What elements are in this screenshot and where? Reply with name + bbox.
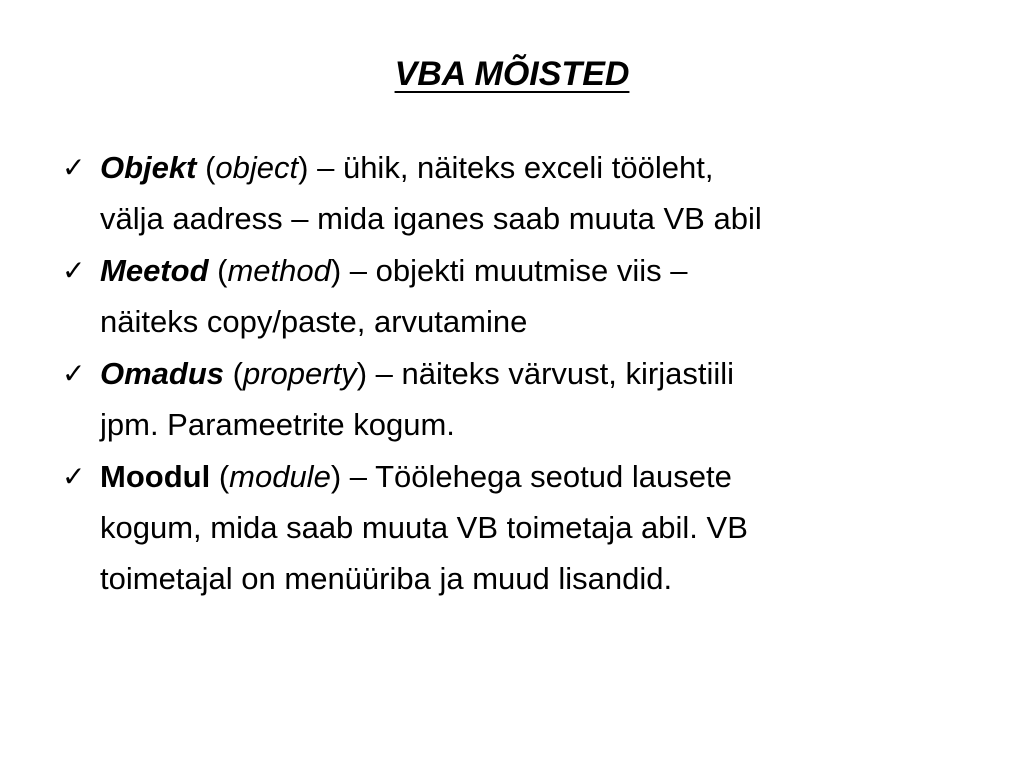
term: Objekt bbox=[100, 150, 197, 185]
description-line3: toimetajal on menüüriba ja muud lisandid. bbox=[100, 561, 673, 596]
term: Omadus bbox=[100, 356, 225, 391]
description-line2: kogum, mida saab muuta VB toimetaja abil. VB bbox=[100, 510, 748, 545]
close-paren: ) bbox=[330, 253, 342, 288]
check-mark-icon: ✓ bbox=[62, 357, 86, 390]
description-line1: – näiteks värvust, kirjastiili bbox=[367, 356, 734, 391]
english-term: method bbox=[227, 253, 331, 288]
open-paren: ( bbox=[232, 356, 243, 391]
description-line1: – objekti muutmise viis – bbox=[341, 253, 688, 288]
check-mark-icon: ✓ bbox=[62, 151, 86, 184]
bullet-list bbox=[60, 142, 990, 604]
english-term: object bbox=[215, 150, 299, 185]
description-line1: – ühik, näiteks exceli tööleht, bbox=[308, 150, 714, 185]
term: Meetod bbox=[100, 253, 209, 288]
description-line1: – Töölehega seotud lausete bbox=[341, 459, 732, 494]
list-item-meetod bbox=[60, 245, 990, 347]
open-paren: ( bbox=[217, 253, 228, 288]
list-item-objekt bbox=[60, 142, 990, 244]
slide-title: VBA MÕISTED bbox=[394, 55, 630, 93]
description-line2: välja aadress – mida iganes saab muuta VB abil bbox=[100, 201, 762, 236]
close-paren: ) bbox=[298, 150, 309, 185]
term: Moodul bbox=[100, 459, 211, 494]
list-item-omadus bbox=[60, 348, 990, 450]
description-line2: jpm. Parameetrite kogum. bbox=[100, 407, 455, 442]
check-mark-icon: ✓ bbox=[62, 460, 86, 493]
english-term: property bbox=[242, 356, 357, 391]
english-term: module bbox=[229, 459, 331, 494]
description-line2: näiteks copy/paste, arvutamine bbox=[100, 304, 528, 339]
open-paren: ( bbox=[205, 150, 216, 185]
check-mark-icon: ✓ bbox=[62, 254, 86, 287]
open-paren: ( bbox=[218, 459, 230, 494]
list-item-moodul bbox=[60, 451, 990, 604]
close-paren: ) bbox=[330, 459, 342, 494]
close-paren: ) bbox=[356, 356, 368, 391]
